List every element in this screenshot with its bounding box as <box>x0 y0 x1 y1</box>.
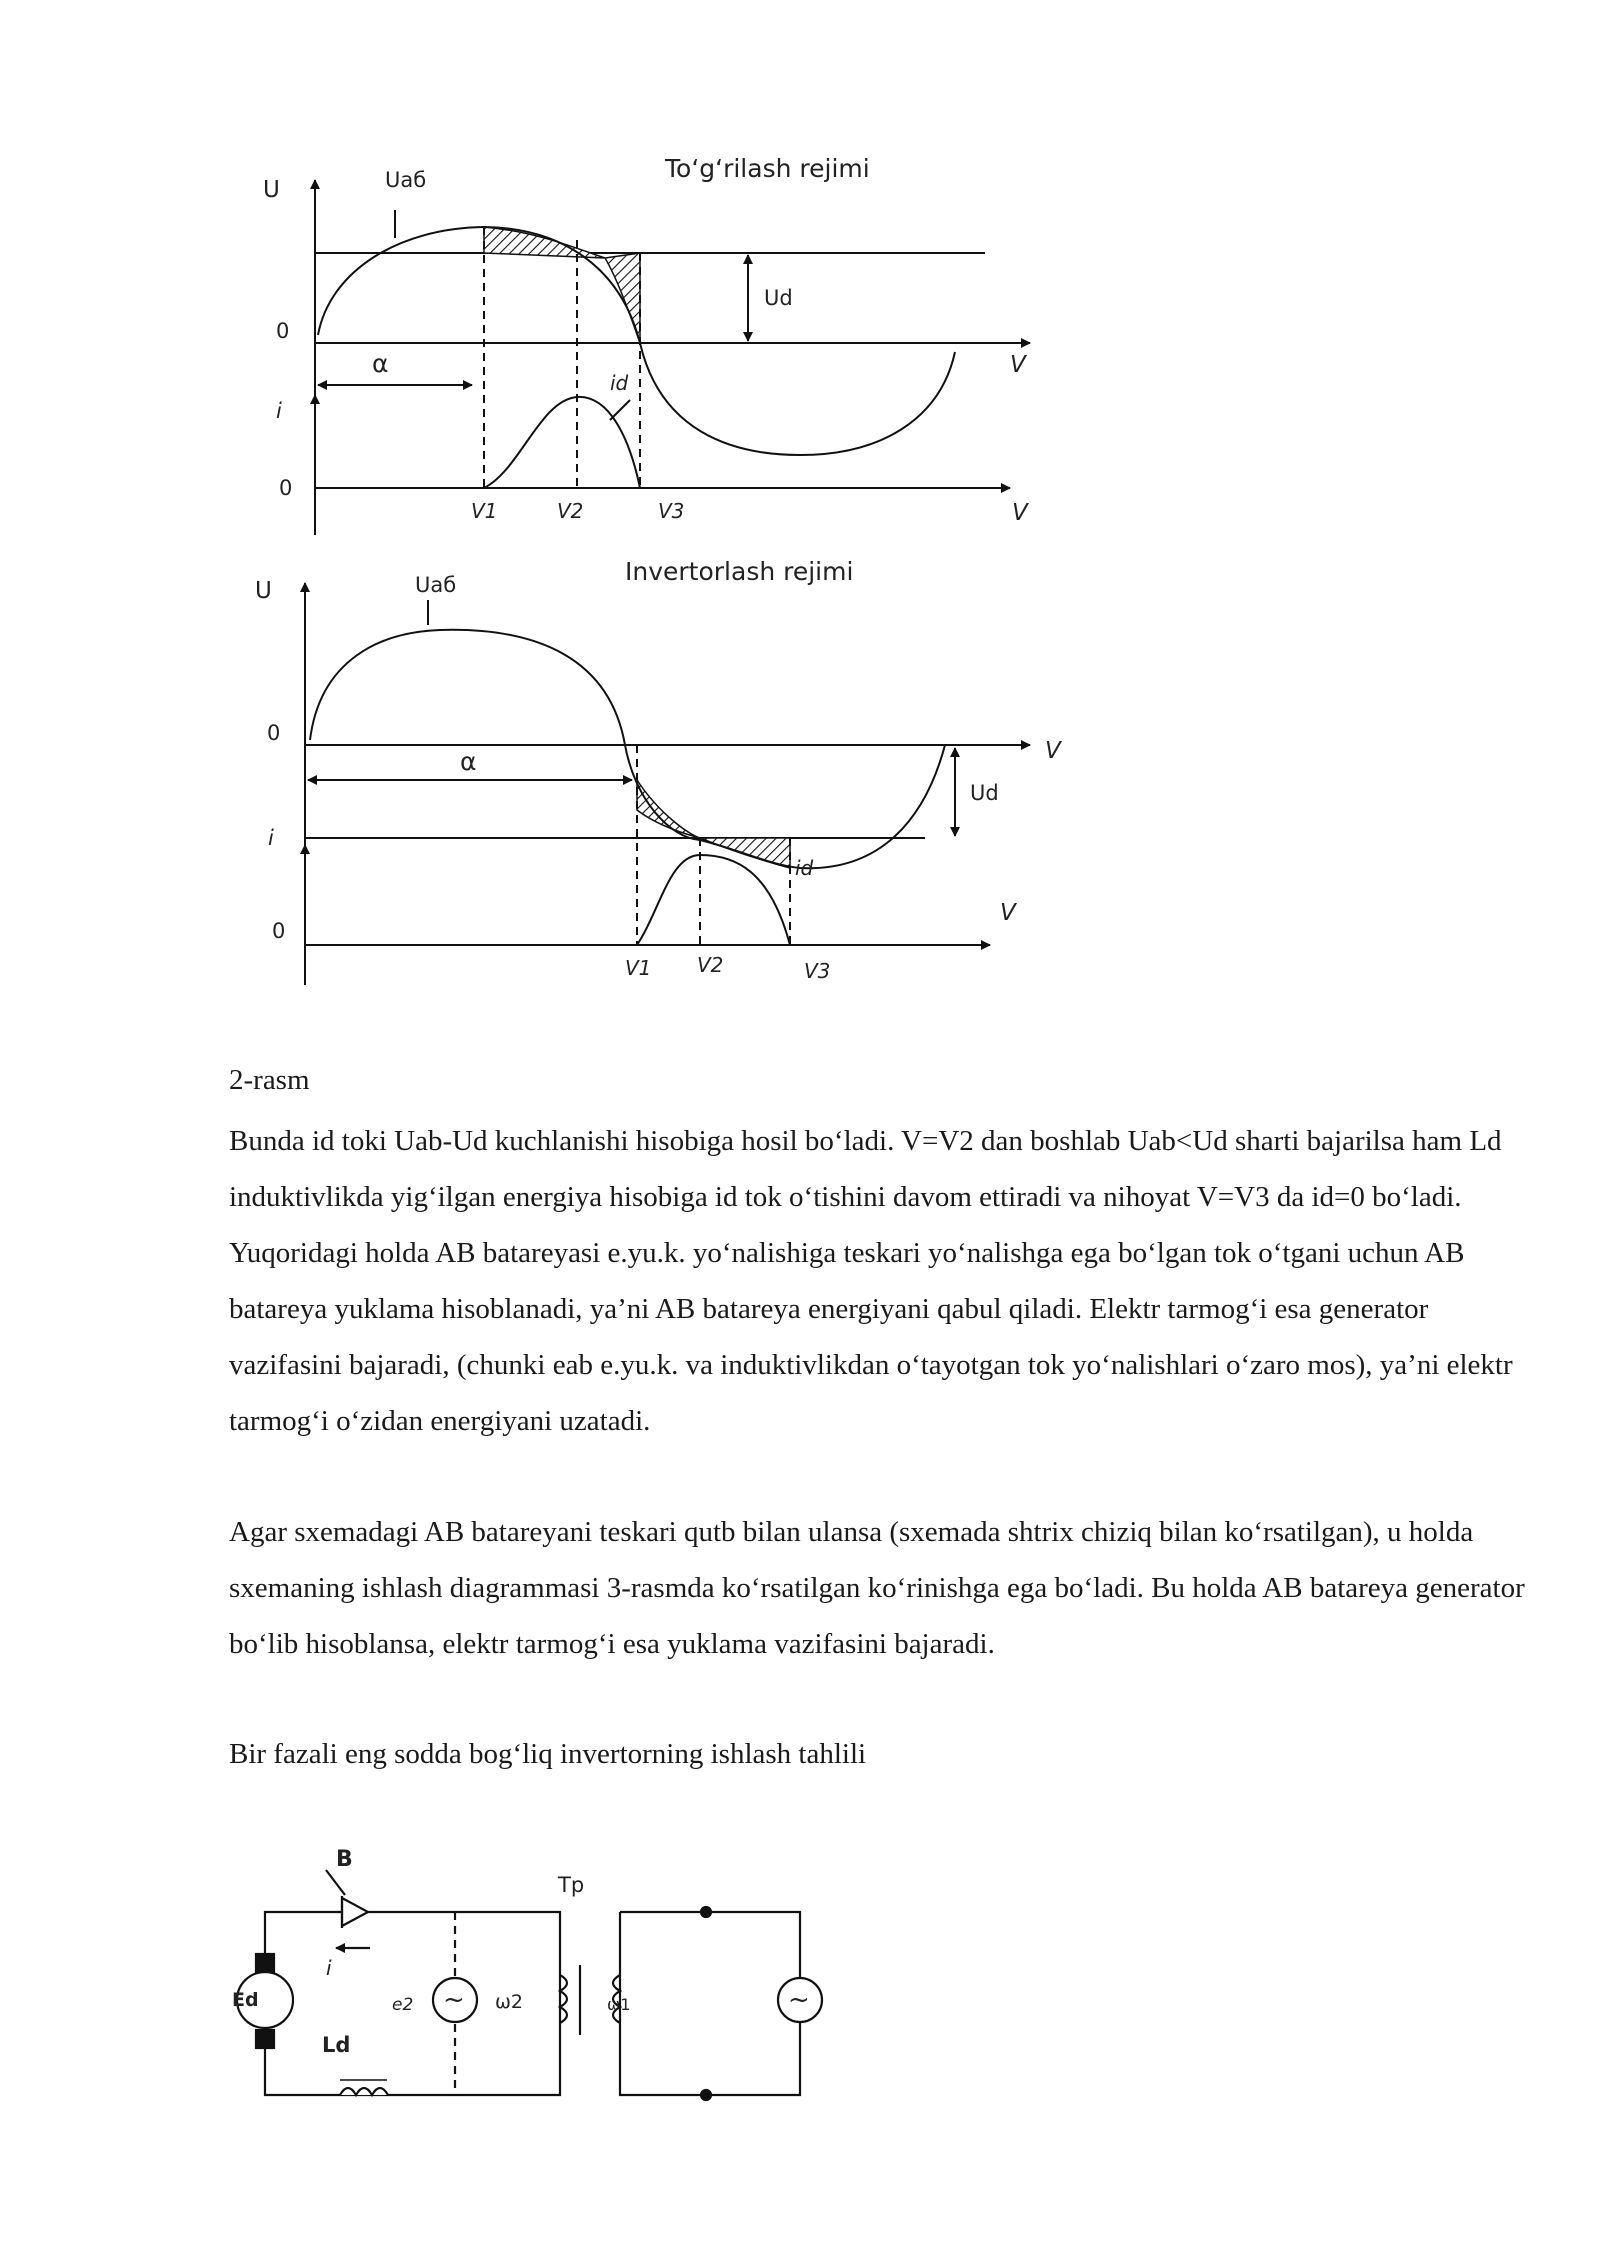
diode-label: B <box>336 1847 353 1872</box>
paragraph-2: Agar sxemadagi AB batareyani teskari qutb bilan ulansa (sxemada shtrix chiziq bilan ko‘rsatilgan), u holda sxemaning ishlash diagrammasi 3-rasmda ko‘rsatilgan ko‘rinishga ega bo‘ladi. Bu holda AB batareya generator bo‘lib hisoblansa, elektr tarmog‘i esa yuklama vazifasini bajaradi. <box>229 1516 1525 1660</box>
bottom-uab-curve <box>310 630 945 868</box>
diode-icon <box>326 1870 368 1928</box>
node-dot-bottom <box>701 2090 711 2100</box>
bottom-zero-lower: 0 <box>272 919 286 943</box>
top-ud-label: Ud <box>764 286 793 310</box>
bottom-title: Invertorlash rejimi <box>625 557 854 586</box>
current-label: i <box>326 1956 332 1980</box>
paragraph-3: Bir fazali eng sodda bog‘liq invertorning ishlash tahlili <box>229 1738 867 1770</box>
circuit-labels <box>232 1847 810 2057</box>
bottom-alpha-label: α <box>460 747 477 776</box>
bottom-tick-v3: V3 <box>804 959 831 983</box>
top-i-label: i <box>276 399 282 423</box>
bottom-zero-upper: 0 <box>267 721 281 745</box>
paragraph-1: Bunda id toki Uab-Ud kuchlanishi hisobiga hosil bo‘ladi. V=V2 dan boshlab Uab<Ud sharti bajarilsa ham Ld induktivlikda yig‘ilgan energiya hisobiga id tok o‘tishini davom ettiradi va nihoyat V=V3 da id=0 bo‘ladi. Yuqoridagi holda AB batareyasi e.yu.k. yo‘nalishiga teskari yo‘nalishga ega bo‘lgan tok o‘tgani uchun AB batareya yuklama hisoblanadi, ya’ni AB batareya energiyani qabul qiladi. Elektr tarmog‘i esa generator vazifasini bajaradi, (chunki eab e.yu.k. va induktivlikdan o‘tayotgan tok yo‘nalishlari o‘zaro mos), ya’ni elektr tarmog‘i o‘zidan energiyani uzatadi. <box>229 1125 1513 1437</box>
inductor-label: Ld <box>322 2033 351 2057</box>
top-alpha-label: α <box>372 349 389 378</box>
omega1-label: ω1 <box>607 1995 631 2014</box>
top-tick-v2: V2 <box>557 499 584 523</box>
circuit-diagram <box>237 1870 822 2100</box>
omega2-label: ω2 <box>495 1991 523 2013</box>
top-tick-v1: V1 <box>471 499 498 523</box>
node-dot-top <box>701 1907 711 1917</box>
source-e2-label: e2 <box>392 1995 414 2015</box>
top-id-label: id <box>610 371 629 395</box>
top-u-label: U <box>263 177 280 203</box>
bottom-u-label: U <box>255 578 272 604</box>
inductor-ld-icon <box>340 2088 388 2095</box>
bottom-i-label: i <box>268 826 274 850</box>
top-uab-label: Uаб <box>385 168 427 192</box>
figure-top-rectification <box>315 180 1030 535</box>
bottom-v-lower-label: V <box>1000 900 1016 926</box>
bottom-hatched-area <box>637 780 790 868</box>
figure-caption: 2-rasm <box>229 1064 310 1096</box>
top-tick-v3: V3 <box>658 499 685 523</box>
bottom-v-upper-label: V <box>1045 738 1061 764</box>
transformer-label: Tp <box>558 1873 585 1897</box>
source-e1-tilde: ~ <box>788 1985 810 2015</box>
top-v-lower-label: V <box>1012 500 1028 526</box>
source-e2-tilde: ~ <box>443 1985 465 2015</box>
bottom-tick-v2: V2 <box>697 953 724 977</box>
top-title: To‘g‘rilash rejimi <box>665 154 870 183</box>
battery-label: Ed <box>232 1989 259 2011</box>
bottom-id-label: id <box>795 856 814 880</box>
circuit-right-loop <box>620 1912 800 2095</box>
figure-bottom-labels <box>255 557 1063 983</box>
bottom-ud-label: Ud <box>970 781 999 805</box>
figure-bottom-inversion <box>305 583 1030 985</box>
top-v-upper-label: V <box>1010 352 1026 378</box>
top-id-leader <box>610 400 630 420</box>
figure-top-labels <box>263 154 1030 526</box>
bottom-id-curve <box>637 855 790 945</box>
top-zero-lower: 0 <box>279 476 293 500</box>
top-id-curve <box>484 397 640 488</box>
bottom-tick-v1: V1 <box>625 956 652 980</box>
bottom-uab-label: Uаб <box>415 573 457 597</box>
top-zero-upper: 0 <box>276 319 290 343</box>
